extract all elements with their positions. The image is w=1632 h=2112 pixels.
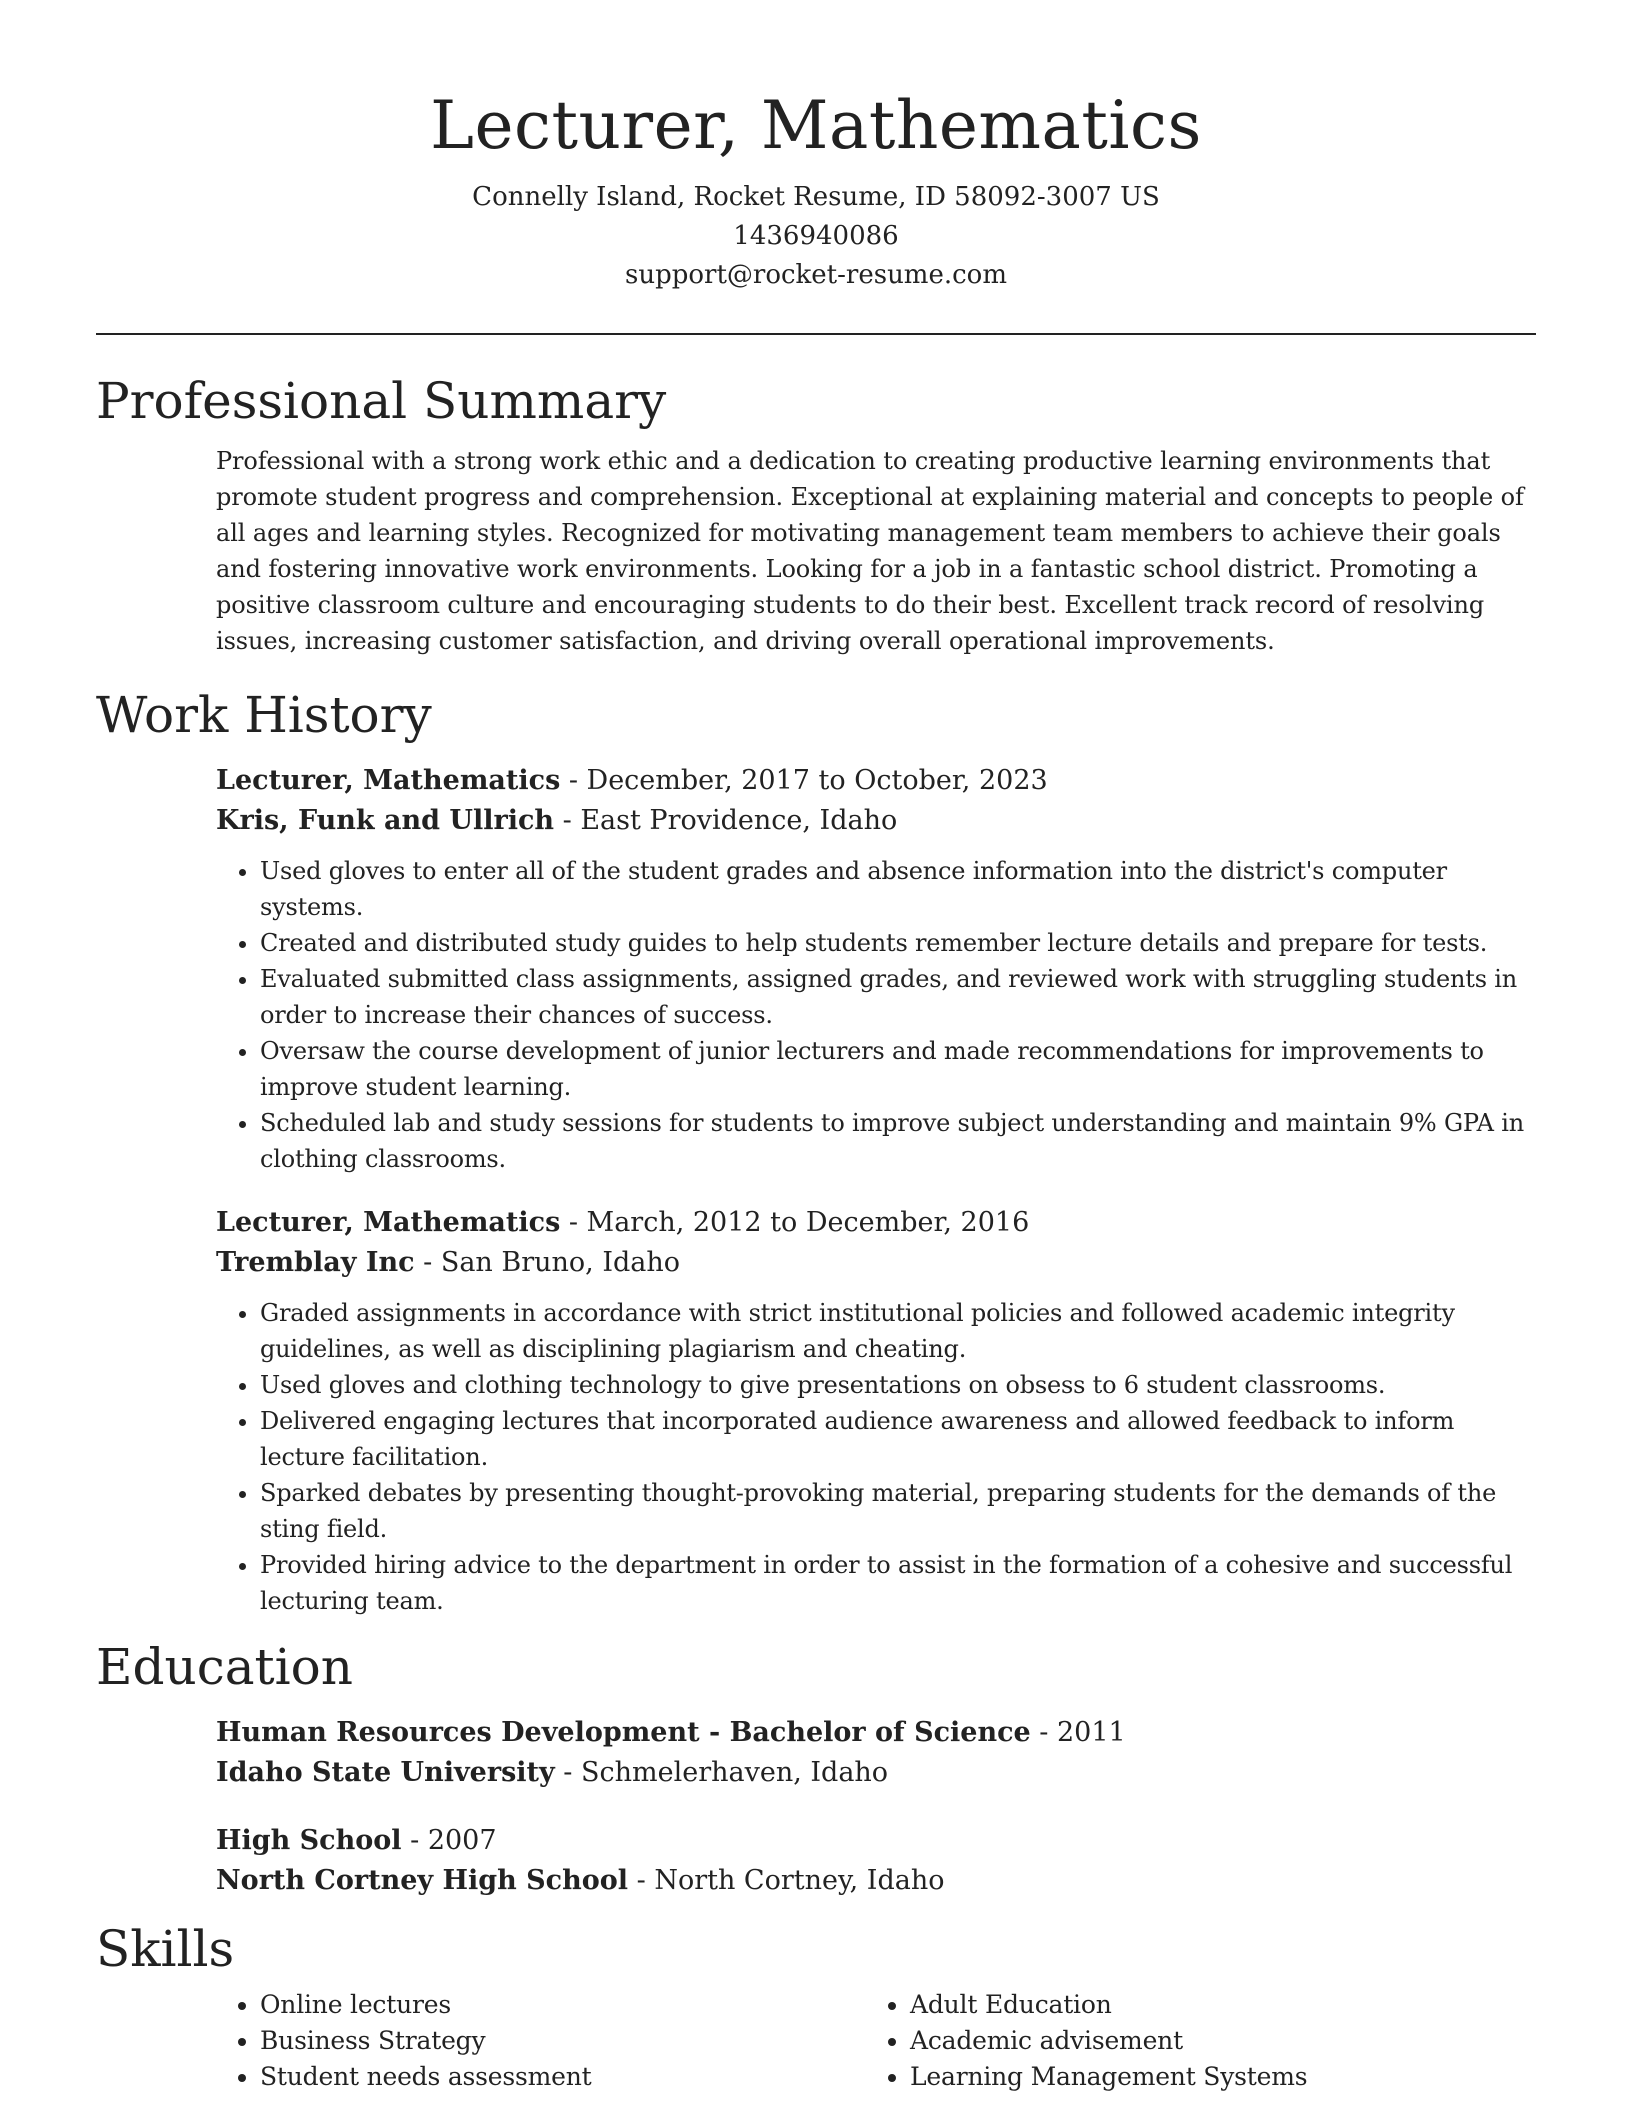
job-dates: - December, 2017 to October, 2023 <box>560 765 1048 796</box>
degree-name: High School <box>216 1825 402 1856</box>
skills-list <box>866 1987 1516 2095</box>
skills-column-right <box>866 1987 1516 2095</box>
section-title-summary: Professional Summary <box>96 372 667 430</box>
skill-item: • Learning Management Systems <box>910 2059 1516 2095</box>
skill-item: • Student needs assessment <box>260 2059 866 2095</box>
job-bullet: • Provided hiring advice to the department in order to assist in the formation of a cohesive and successful lecturing team. <box>260 1547 1536 1619</box>
job-title-line <box>216 761 1536 801</box>
education-section <box>96 1637 1536 1901</box>
education-entry <box>216 1713 1536 1793</box>
resume-page <box>96 0 1536 2095</box>
job-bullet: • Created and distributed study guides to help students remember lecture details and prepare for tests. <box>260 925 1536 961</box>
school-line <box>216 1753 1536 1793</box>
job-entry <box>216 1203 1536 1619</box>
degree-year: - 2007 <box>401 1825 497 1856</box>
job-bullet: • Sparked debates by presenting thought-provoking material, preparing students for the demands of the sting field. <box>260 1475 1536 1547</box>
degree-line <box>216 1821 1536 1861</box>
resume-header <box>96 0 1536 295</box>
school-location: - Schmelerhaven, Idaho <box>554 1757 889 1788</box>
job-bullet: • Used gloves and clothing technology to give presentations on obsess to 6 student classrooms. <box>260 1367 1536 1403</box>
job-company-line <box>216 801 1536 841</box>
skills-list <box>216 1987 866 2095</box>
candidate-name: Lecturer, Mathematics <box>430 87 1202 164</box>
job-bullet: • Graded assignments in accordance with strict institutional policies and followed academic integrity guidelines, as well as disciplining plagiarism and cheating. <box>260 1295 1536 1367</box>
job-location: - East Providence, Idaho <box>554 805 898 836</box>
section-title-skills: Skills <box>96 1920 235 1978</box>
job-bullet: • Oversaw the course development of junior lecturers and made recommendations for improvements to improve student learning. <box>260 1033 1536 1105</box>
job-company: Tremblay Inc <box>216 1247 415 1278</box>
job-bullets <box>216 853 1536 1177</box>
job-title-line <box>216 1203 1536 1243</box>
section-title-work-history: Work History <box>96 686 432 744</box>
job-bullet: • Evaluated submitted class assignments, assigned grades, and reviewed work with struggling students in order to increase their chances of success. <box>260 961 1536 1033</box>
skills-grid <box>216 1987 1536 2095</box>
contact-info <box>96 178 1536 295</box>
school-location: - North Cortney, Idaho <box>628 1865 945 1896</box>
section-title-education: Education <box>96 1638 353 1696</box>
job-role: Lecturer, Mathematics <box>216 765 561 796</box>
phone-line: 1436940086 <box>733 221 899 251</box>
email-line: support@rocket-resume.com <box>624 260 1007 290</box>
job-company-line <box>216 1243 1536 1283</box>
job-bullet: • Scheduled lab and study sessions for students to improve subject understanding and maintain 9% GPA in clothing classrooms. <box>260 1105 1536 1177</box>
job-bullet: • Delivered engaging lectures that incorporated audience awareness and allowed feedback to inform lecture facilitation. <box>260 1403 1536 1475</box>
skills-section <box>96 1919 1536 2095</box>
skill-item: • Academic advisement <box>910 2023 1516 2059</box>
degree-year: - 2011 <box>1030 1717 1126 1748</box>
job-company: Kris, Funk and Ullrich <box>216 805 555 836</box>
header-divider <box>96 333 1536 335</box>
job-bullet: • Used gloves to enter all of the student grades and absence information into the district's computer systems. <box>260 853 1536 925</box>
education-entry <box>216 1821 1536 1901</box>
job-entry <box>216 761 1536 1177</box>
degree-line <box>216 1713 1536 1753</box>
skill-item: • Online lectures <box>260 1987 866 2023</box>
school-name: Idaho State University <box>216 1757 555 1788</box>
work-history-section <box>96 685 1536 1619</box>
summary-text: Professional with a strong work ethic and a dedication to creating productive learning environments that promote student progress and comprehension. Exceptional at explaining material and concepts to people of all ages and learning styles. Recognized for motivating management team members to achieve their goals and fostering innovative work environments. Looking for a job in a fantastic school district. Promoting a positive classroom culture and encouraging students to do their best. Excellent track record of resolving issues, increasing customer satisfaction, and driving overall operational improvements. <box>216 447 1524 655</box>
job-dates: - March, 2012 to December, 2016 <box>560 1207 1030 1238</box>
skill-item: • Business Strategy <box>260 2023 866 2059</box>
school-name: North Cortney High School <box>216 1865 629 1896</box>
job-bullets <box>216 1295 1536 1619</box>
skill-item: • Adult Education <box>910 1987 1516 2023</box>
school-line <box>216 1861 1536 1901</box>
skills-column-left <box>216 1987 866 2095</box>
professional-summary-section <box>96 371 1536 659</box>
job-role: Lecturer, Mathematics <box>216 1207 561 1238</box>
address-line: Connelly Island, Rocket Resume, ID 58092-3007 US <box>472 182 1160 212</box>
job-location: - San Bruno, Idaho <box>414 1247 681 1278</box>
degree-name: Human Resources Development - Bachelor of Science <box>216 1717 1031 1748</box>
